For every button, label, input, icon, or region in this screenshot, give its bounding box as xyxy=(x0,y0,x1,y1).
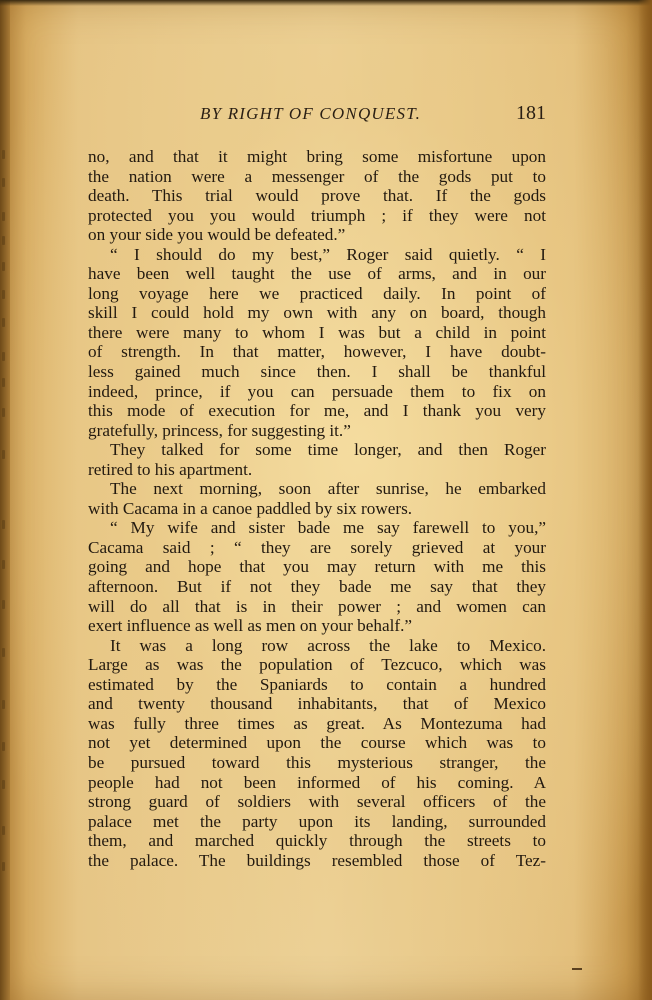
text-line: death. This trial would prove that. If the gods xyxy=(88,186,546,206)
text-line: going and hope that you may return with me this xyxy=(88,557,546,577)
text-line: will do all that is in their power ; and women can xyxy=(88,596,546,616)
text-line: exert influence as well as men on your behalf.” xyxy=(88,616,413,636)
text-line: there were many to whom I was but a child in point xyxy=(88,322,546,342)
text-line: “ My wife and sister bade me say farewell to you,” xyxy=(110,518,546,538)
text-line: no, and that it might bring some misfortune upon xyxy=(88,147,546,166)
binding-marks xyxy=(0,0,30,1000)
text-line: this mode of execution for me, and I thank you very xyxy=(88,401,546,421)
text-line: on your side you would be defeated.” xyxy=(88,225,346,245)
text-line: “ I should do my best,” Roger said quietly. “ I xyxy=(110,244,546,264)
text-line: afternoon. But if not they bade me say that they xyxy=(88,577,546,597)
text-line: retired to his apartment. xyxy=(88,459,253,479)
text-line: have been well taught the use of arms, and in our xyxy=(88,264,546,284)
text-line: It was a long row across the lake to Mexico. xyxy=(110,635,546,655)
text-line: Cacama said ; “ they are sorely grieved at your xyxy=(88,537,546,557)
text-line: gratefully, princess, for suggesting it.” xyxy=(88,420,351,440)
text-line: the palace. The buildings resembled those of Tez- xyxy=(88,850,546,870)
page-number: 181 xyxy=(516,102,546,124)
text-line: people had not been informed of his coming. A xyxy=(88,772,546,792)
text-line: not yet determined upon the course which was to xyxy=(88,733,546,753)
text-line: be pursued toward this mysterious stranger, the xyxy=(88,752,546,772)
text-line: less gained much since then. I shall be thankful xyxy=(88,362,546,382)
page-right-edge xyxy=(638,0,652,1000)
text-line: was fully three times as great. As Montezuma had xyxy=(88,713,546,733)
text-line: The next morning, soon after sunrise, he embarked xyxy=(110,479,546,499)
page-edge-mark xyxy=(572,968,582,970)
text-line: indeed, prince, if you can persuade them to fix on xyxy=(88,381,546,401)
text-line: long voyage here we practiced daily. In point of xyxy=(88,283,546,303)
text-line: of strength. In that matter, however, I have doubt- xyxy=(88,342,546,362)
text-line: strong guard of soldiers with several officers of the xyxy=(88,792,546,812)
running-header xyxy=(88,104,546,130)
text-line: with Cacama in a canoe paddled by six rowers. xyxy=(88,498,413,518)
text-line: protected you you would triumph ; if they were not xyxy=(88,205,546,225)
text-line: They talked for some time longer, and then Roger xyxy=(110,440,546,460)
text-line: them, and marched quickly through the streets to xyxy=(88,831,546,851)
running-title: BY RIGHT OF CONQUEST. xyxy=(200,104,422,123)
text-line: and twenty thousand inhabitants, that of Mexico xyxy=(88,694,546,714)
text-line: palace met the party upon its landing, surrounded xyxy=(88,811,546,831)
text-line: Large as was the population of Tezcuco, which was xyxy=(88,655,546,675)
text-line: skill I could hold my own with any on board, though xyxy=(88,303,546,323)
text-line: estimated by the Spaniards to contain a hundred xyxy=(88,674,546,694)
page-top-edge xyxy=(0,0,652,6)
text-line: the nation were a messenger of the gods put to xyxy=(88,166,546,186)
body-text xyxy=(88,147,546,870)
